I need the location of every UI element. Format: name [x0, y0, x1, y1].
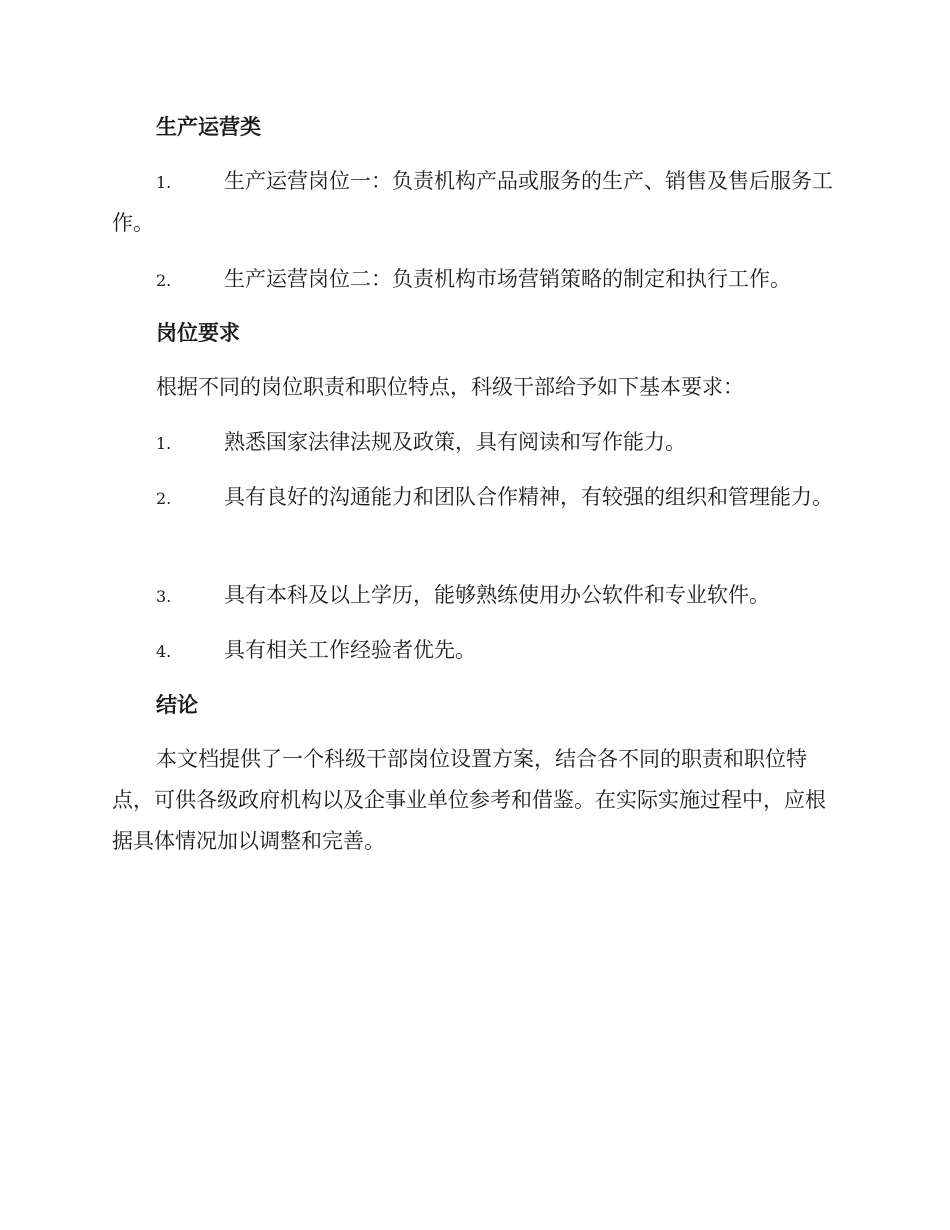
list-text: 具有本科及以上学历，能够熟练使用办公软件和专业软件。	[224, 583, 770, 607]
conclusion-paragraph: 本文档提供了一个科级干部岗位设置方案，结合各不同的职责和职位特点，可供各级政府机构以及企事业单位参考和借鉴。在实际实施过程中，应根据具体情况加以调整和完善。	[112, 747, 826, 853]
list-item	[112, 259, 834, 301]
list-item	[112, 422, 834, 464]
list-number: 1.	[156, 434, 172, 453]
list-text: 熟悉国家法律法规及政策，具有阅读和写作能力。	[224, 430, 686, 454]
list-number: 2.	[156, 271, 172, 290]
list-item	[112, 477, 834, 519]
list-item	[112, 575, 834, 617]
list-item	[112, 630, 834, 672]
list-number: 3.	[156, 587, 172, 606]
list-text: 生产运营岗位二：负责机构市场营销策略的制定和执行工作。	[224, 267, 791, 291]
section-heading-conclusion: 结论	[156, 693, 198, 717]
section-heading-production: 生产运营类	[156, 115, 261, 139]
requirements-intro: 根据不同的岗位职责和职位特点，科级干部给予如下基本要求：	[156, 375, 744, 399]
list-number: 2.	[156, 489, 172, 508]
list-item	[112, 161, 834, 244]
list-text: 生产运营岗位一：负责机构产品或服务的生产、销售及售后服务工作。	[112, 169, 833, 235]
list-number: 1.	[156, 173, 172, 192]
section-heading-requirements: 岗位要求	[156, 321, 240, 345]
list-text: 具有相关工作经验者优先。	[224, 638, 476, 662]
list-number: 4.	[156, 642, 172, 661]
list-text: 具有良好的沟通能力和团队合作精神，有较强的组织和管理能力。	[224, 485, 833, 509]
